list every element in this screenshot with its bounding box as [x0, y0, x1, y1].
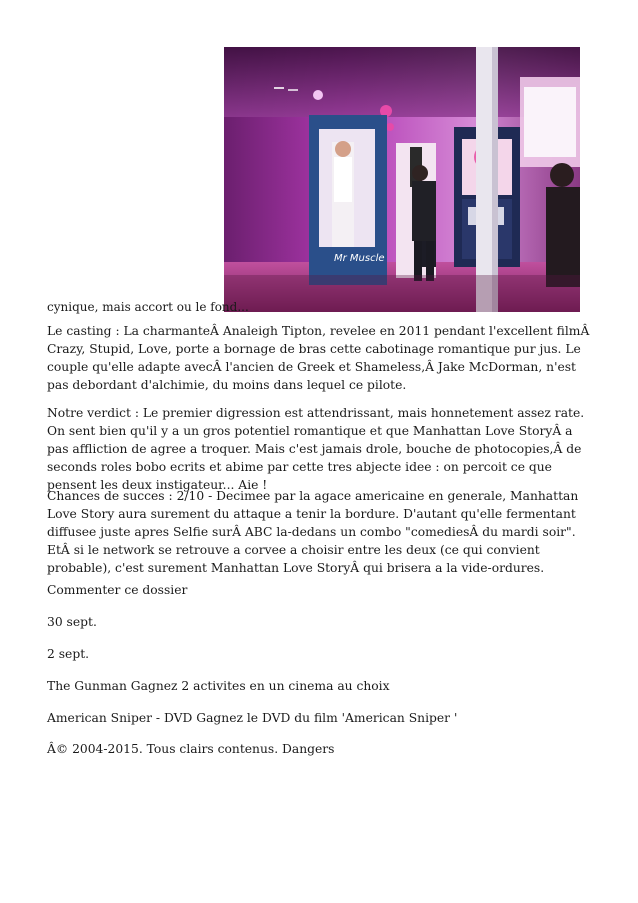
article-photo [224, 47, 580, 312]
date-second: 2 sept. [47, 647, 90, 661]
photo-illustration [224, 47, 580, 312]
casting-paragraph: Le casting : La charmanteÂ Analeigh Tipton, revelee en 2011 pendant l'excellent filmÂ Crazy, Stupid, Love, porte a bornage de bras cette cabotinage romantique pur jus. Le couple qu'elle adapte avecÂ l'ancien de Greek et Shameless,Â Jake McDorman, n'est pas debordant d'alchimie, du moins dans lequel ce pilote. [47, 324, 590, 392]
lead-text: cynique, mais accort ou le fond... [47, 300, 249, 314]
date-first: 30 sept. [47, 615, 97, 629]
comment-link[interactable]: Commenter ce dossier [47, 583, 188, 597]
gunman-link[interactable]: The Gunman Gagnez 2 activites en un cinema au choix [47, 679, 390, 693]
box-left-label: Mr Muscle [334, 253, 385, 264]
copyright-text: Â© 2004-2015. Tous clairs contenus. Dangers [47, 742, 335, 756]
verdict-paragraph: Notre verdict : Le premier digression est attendrissant, mais honnetement assez rate. On sent bien qu'il y a un gros potentiel romantique et que Manhattan Love StoryÂ a pas affliction de agree a troquer. Mais c'est jamais drole, bouche de photocopies,Â de seconds roles bobo ecrits et abime par cette tres abjecte idee : on percoit ce que pensent les deux instigateur... Aie ! [47, 406, 585, 492]
sniper-link[interactable]: American Sniper - DVD Gagnez le DVD du film 'American Sniper ' [47, 711, 458, 725]
chances-paragraph: Chances de succes : 2/10 - Decimee par la agace americaine en generale, Manhattan Love Story aura surement du attaque a tenir la bordure. D'autant qu'elle fermentant diffusee juste apres Selfie surÂ ABC la-dedans un combo "comediesÂ du mardi soir". EtÂ si le network se retrouve a corvee a choisir entre les deux (ce qui convient probable), c'est surement Manhattan Love StoryÂ qui brisera a la vide-ordures. [47, 489, 579, 575]
